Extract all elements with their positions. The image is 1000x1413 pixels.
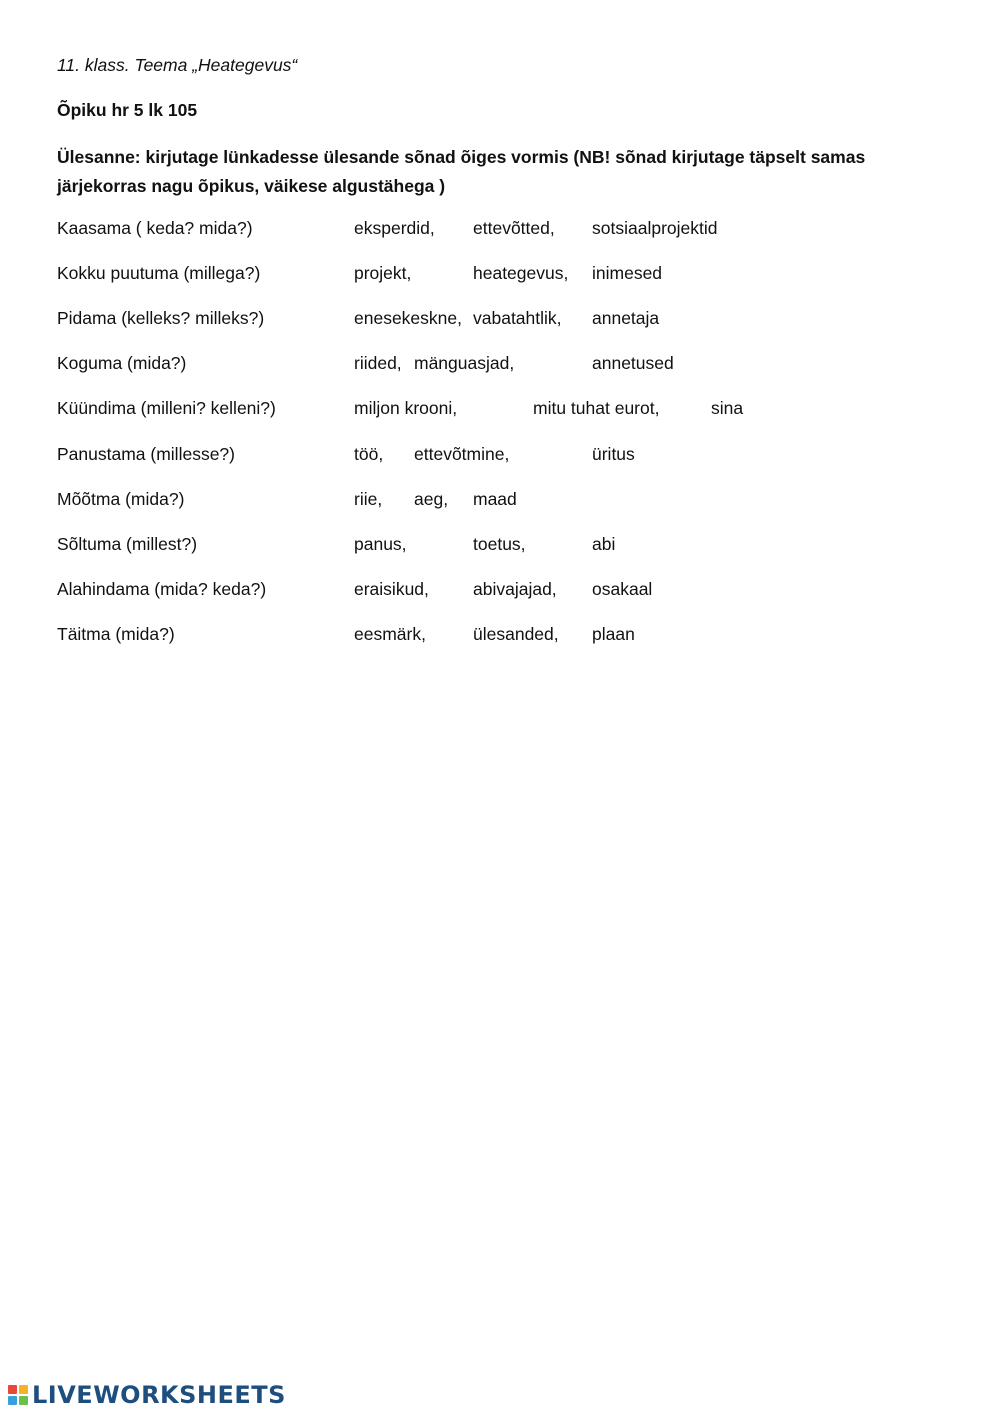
exercise-row bbox=[0, 261, 1000, 285]
word-1: enesekeskne, bbox=[354, 308, 462, 328]
exercise-row bbox=[0, 396, 1000, 420]
word-3: sotsiaalprojektid bbox=[592, 218, 718, 238]
exercise-row bbox=[0, 577, 1000, 601]
logo-text: LIVEWORKSHEETS bbox=[32, 1381, 286, 1409]
word-3: üritus bbox=[592, 444, 635, 464]
word-2: vabatahtlik, bbox=[473, 308, 562, 328]
logo-block bbox=[8, 1396, 17, 1405]
verb-prompt: Kokku puutuma (millega?) bbox=[57, 263, 261, 283]
worksheet-title: 11. klass. Teema „Heategevus“ bbox=[57, 55, 298, 75]
word-1: eksperdid, bbox=[354, 218, 435, 238]
book-reference: Õpiku hr 5 lk 105 bbox=[57, 100, 198, 120]
exercise-row bbox=[0, 216, 1000, 240]
exercise-row bbox=[0, 532, 1000, 556]
logo-blocks-icon bbox=[8, 1385, 28, 1405]
task-instructions-line-2: järjekorras nagu õpikus, väikese algustähega ) bbox=[57, 176, 446, 196]
word-1: panus, bbox=[354, 534, 407, 554]
word-2: heategevus, bbox=[473, 263, 569, 283]
word-2: ettevõtted, bbox=[473, 218, 555, 238]
verb-prompt: Sõltuma (millest?) bbox=[57, 534, 198, 554]
word-3: sina bbox=[711, 398, 744, 418]
word-3: annetused bbox=[592, 353, 674, 373]
task-instructions bbox=[57, 143, 917, 201]
exercise-row bbox=[0, 351, 1000, 375]
logo-block bbox=[19, 1385, 28, 1394]
verb-prompt: Täitma (mida?) bbox=[57, 624, 175, 644]
logo-block bbox=[19, 1396, 28, 1405]
exercise-row bbox=[0, 622, 1000, 646]
word-3: maad bbox=[473, 489, 517, 509]
exercise-row bbox=[0, 487, 1000, 511]
word-3: inimesed bbox=[592, 263, 663, 283]
word-2: mitu tuhat eurot, bbox=[533, 398, 660, 418]
exercise-row bbox=[0, 306, 1000, 330]
verb-prompt: Küündima (milleni? kelleni?) bbox=[57, 398, 276, 418]
word-2: abivajajad, bbox=[473, 579, 557, 599]
verb-prompt: Pidama (kelleks? milleks?) bbox=[57, 308, 265, 328]
word-1: miljon krooni, bbox=[354, 398, 458, 418]
verb-prompt: Panustama (millesse?) bbox=[57, 444, 235, 464]
verb-prompt: Kaasama ( keda? mida?) bbox=[57, 218, 253, 238]
verb-prompt: Mõõtma (mida?) bbox=[57, 489, 185, 509]
logo-block bbox=[8, 1385, 17, 1394]
word-3: annetaja bbox=[592, 308, 660, 328]
word-1: eraisikud, bbox=[354, 579, 429, 599]
word-2: mänguasjad, bbox=[414, 353, 515, 373]
task-instructions-line-1: Ülesanne: kirjutage lünkadesse ülesande sõnad õiges vormis (NB! sõnad kirjutage täpselt samas bbox=[57, 147, 866, 167]
word-3: abi bbox=[592, 534, 616, 554]
word-3: osakaal bbox=[592, 579, 653, 599]
word-2: aeg, bbox=[414, 489, 449, 509]
word-1: projekt, bbox=[354, 263, 412, 283]
word-1: eesmärk, bbox=[354, 624, 426, 644]
word-1: riided, bbox=[354, 353, 402, 373]
word-1: riie, bbox=[354, 489, 383, 509]
word-3: plaan bbox=[592, 624, 635, 644]
liveworksheets-logo[interactable] bbox=[8, 1381, 286, 1409]
exercise-row bbox=[0, 442, 1000, 466]
word-2: ülesanded, bbox=[473, 624, 559, 644]
verb-prompt: Alahindama (mida? keda?) bbox=[57, 579, 267, 599]
verb-prompt: Koguma (mida?) bbox=[57, 353, 187, 373]
word-2: ettevõtmine, bbox=[414, 444, 510, 464]
word-2: toetus, bbox=[473, 534, 526, 554]
word-1: töö, bbox=[354, 444, 384, 464]
